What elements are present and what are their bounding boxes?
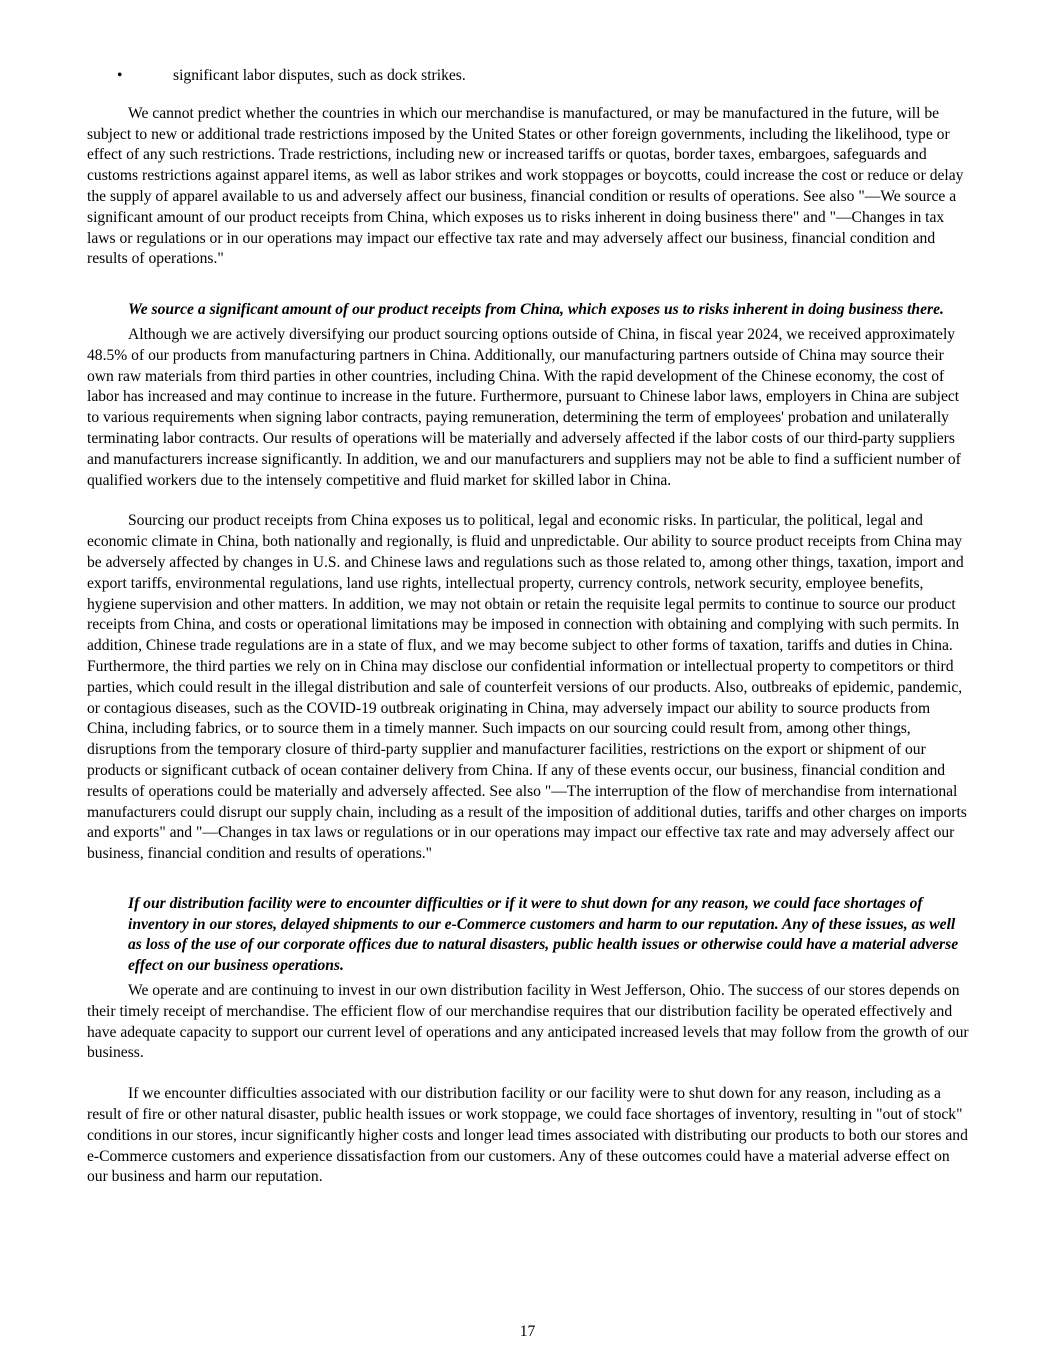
bullet-text: significant labor disputes, such as dock strikes. [173,67,466,84]
page-number: 17 [519,1323,536,1340]
risk-heading-distribution: If our distribution facility were to encounter difficulties or if it were to shut down for any reason, we could face shortages of inventory in our stores, delayed shipments to our e-Commerce customers and harm to our reputation. Any of these issues, as well as loss of the use of our corporate offices due to natural disasters, public health issues or otherwise could have a material adverse effect on our business operations. [128,894,959,975]
paragraph-china-risks: Sourcing our product receipts from China exposes us to political, legal and economic risks. In particular, the political, legal and economic climate in China, both nationally and regionally, is fluid and unpredictable. Our ability to source product receipts from China may be adversely affected by changes in U.S. and Chinese laws and regulations such as those related to, among other things, taxation, import and export tariffs, environmental regulations, land use rights, intellectual property, currency controls, network security, employee benefits, hygiene supervision and other matters. In addition, we may not obtain or retain the requisite legal permits to continue to source our product receipts from China, and costs or operational limitations may be imposed in connection with obtaining and complying with such permits. In addition, Chinese trade regulations are in a state of flux, and we may become subject to other forms of taxation, tariffs and duties in China. Furthermore, the third parties we rely on in China may disclose our confidential information or intellectual property to competitors or third parties, which could result in the illegal distribution and sale of counterfeit versions of our products. Also, outbreaks of epidemic, pandemic, or contagious diseases, such as the COVID-19 outbreak originating in China, may adversely impact our ability to source products from China, including fabrics, or to source them in a timely manner. Such impacts on our sourcing could result from, among other things, disruptions from the temporary closure of third-party supplier and manufacturer facilities, restrictions on the export or shipment of our products or significant cutback of ocean container delivery from China. If any of these events occur, our business, financial condition and results of operations could be materially and adversely affected. See also "—The interruption of the flow of merchandise from international manufacturers could disrupt our supply chain, including as a result of the imposition of additional duties, tariffs and other charges on imports and exports" and "—Changes in tax laws or regulations or in our operations may impact our effective tax rate and may adversely affect our business, financial condition and results of operations." [87,512,967,863]
bullet-mark: • [117,67,123,84]
paragraph-china-labor: Although we are actively diversifying our product sourcing options outside of China, in fiscal year 2024, we received approximately 48.5% of our products from manufacturing partners in China. Additionally, our manufacturing partners outside of China may source their own raw materials from third parties in other countries, including China. With the rapid development of the Chinese economy, the cost of labor has increased and may continue to increase in the future. Furthermore, pursuant to Chinese labor laws, employers in China are subject to various requirements when signing labor contracts, paying remuneration, determining the term of employees' probation and unilaterally terminating labor contracts. Our results of operations will be materially and adversely affected if the labor costs of our third-party suppliers and manufacturers increase significantly. In addition, we and our manufacturers and suppliers may not be able to find a sufficient number of qualified workers due to the intensely competitive and fluid market for skilled labor in China. [87,325,961,489]
risk-heading-china: We source a significant amount of our product receipts from China, which exposes us to risks inherent in doing business there. [128,301,944,319]
paragraph-distribution-difficulties: If we encounter difficulties associated with our distribution facility or our facility were to shut down for any reason, including as a result of fire or other natural disaster, public health issues or work stoppage, we could face shortages of inventory, resulting in "out of stock" conditions in our stores, incur significantly higher costs and longer lead times associated with distributing our products to both our stores and e-Commerce customers and experience dissatisfaction from our customers. Any of these outcomes could have a material adverse effect on our business and harm our reputation. [87,1085,968,1186]
bullet-item [87,66,971,87]
document-page [87,66,971,1188]
paragraph-trade-restrictions: We cannot predict whether the countries in which our merchandise is manufactured, or may be manufactured in the future, will be subject to new or additional trade restrictions imposed by the United States or other foreign governments, including the likelihood, type or effect of any such restrictions. Trade restrictions, including new or increased tariffs or quotas, border taxes, embargoes, safeguards and customs restrictions against apparel items, as well as labor strikes and work stoppages or boycotts, could increase the cost or reduce or delay the supply of apparel available to us and adversely affect our business, financial condition or results of operations. See also "—We source a significant amount of our product receipts from China, which exposes us to risks inherent in doing business there" and "—Changes in tax laws or regulations or in our operations may impact our effective tax rate and may adversely affect our business, financial condition and results of operations." [87,104,964,268]
paragraph-distribution-facility: We operate and are continuing to invest in our own distribution facility in West Jefferson, Ohio. The success of our stores depends on their timely receipt of merchandise. The efficient flow of our merchandise requires that our distribution facility be operated effectively and have adequate capacity to support our current level of operations and any anticipated increased levels that may follow from the growth of our business. [87,982,969,1062]
